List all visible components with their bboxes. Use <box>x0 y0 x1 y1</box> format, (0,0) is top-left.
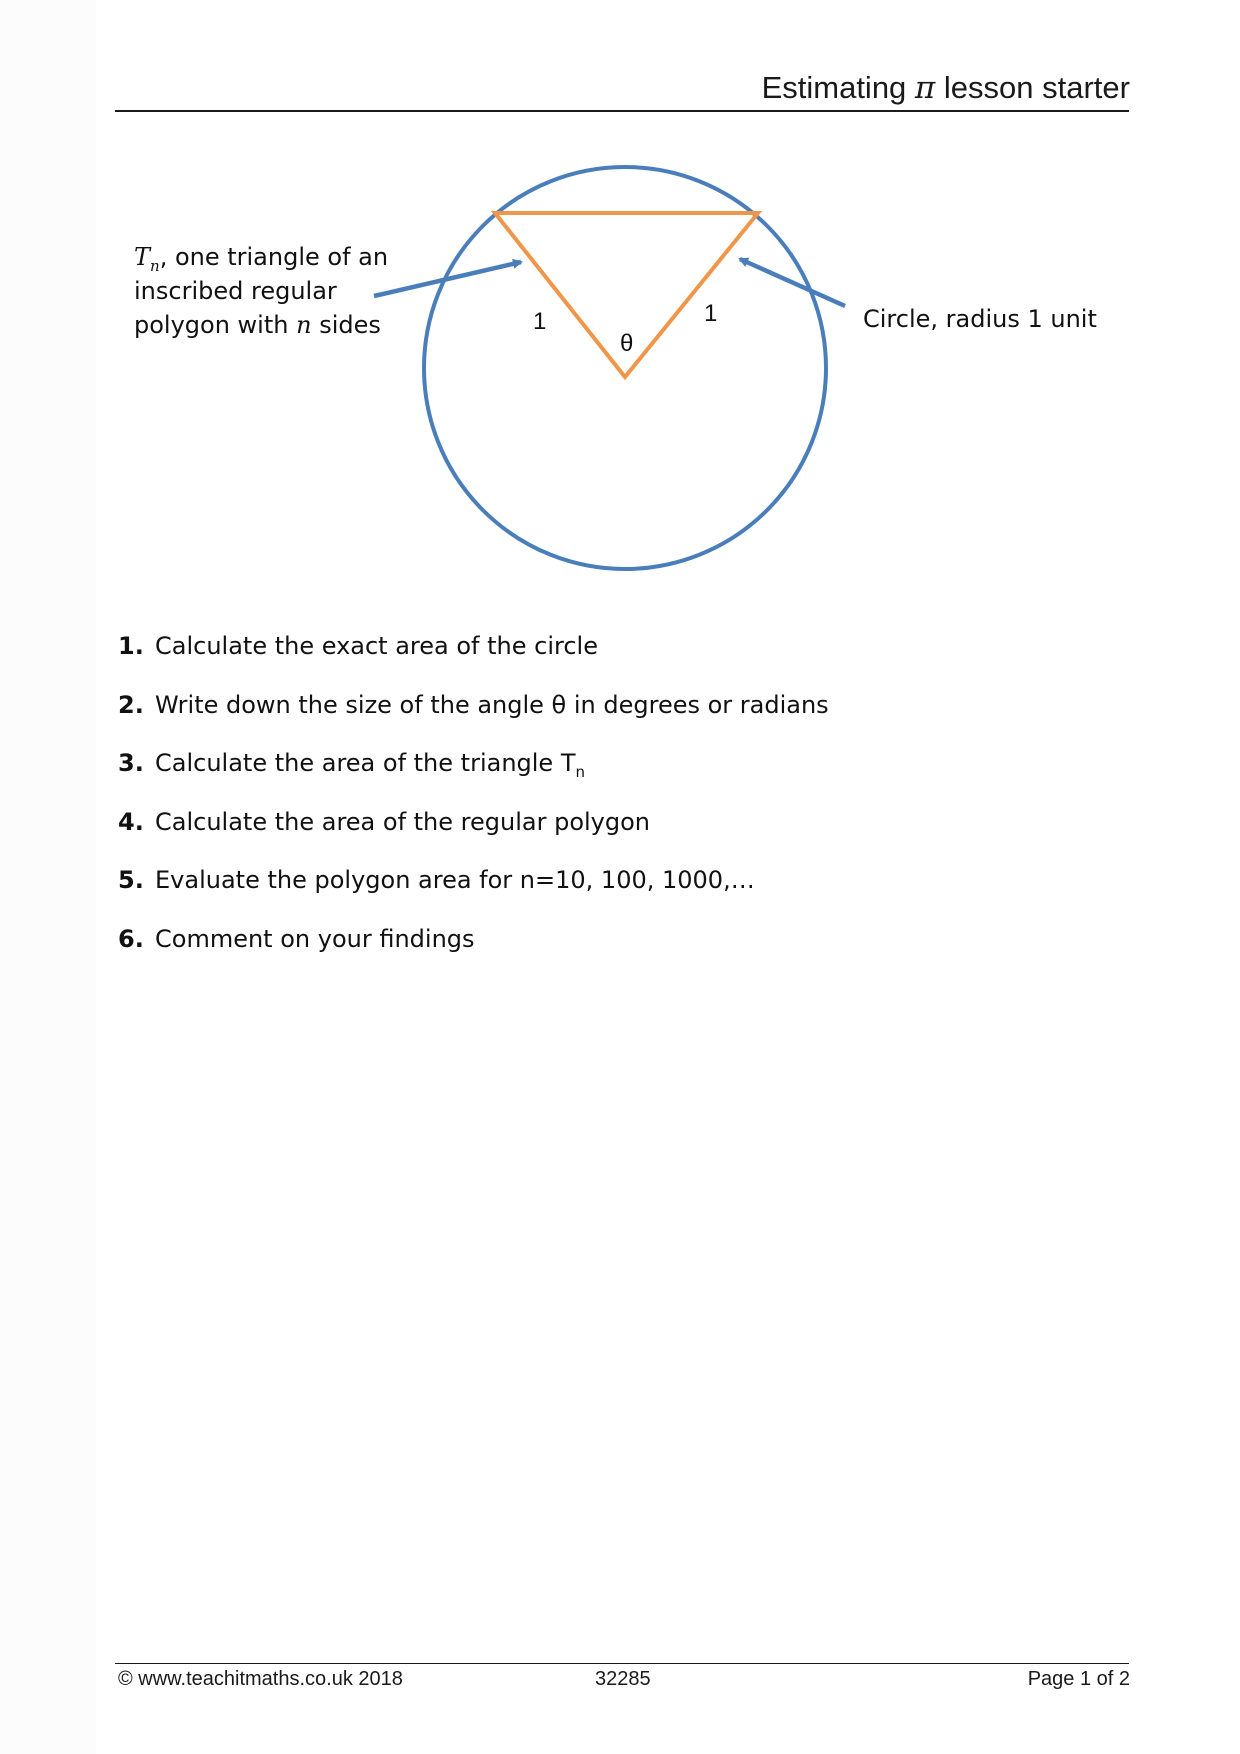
question-number: 4. <box>118 807 144 836</box>
triangle-callout-line-2: inscribed regular <box>134 277 337 305</box>
triangle-callout-line-1 <box>134 240 388 274</box>
side-length-label-left: 1 <box>533 308 547 335</box>
triangle-callout-line-3 <box>134 308 388 342</box>
n-symbol: n <box>296 311 312 339</box>
question-number: 1. <box>118 632 144 660</box>
question-text: Calculate the exact area of the circle <box>155 632 598 660</box>
question-item <box>118 808 829 867</box>
triangle-callout-text-1: , one triangle of an <box>159 243 389 271</box>
question-number: 2. <box>118 690 144 719</box>
question-item <box>118 749 829 808</box>
circle-callout: Circle, radius 1 unit <box>863 305 1097 333</box>
unit-circle <box>424 167 826 569</box>
title-text-end: lesson starter <box>935 70 1130 105</box>
question-text: Comment on your findings <box>155 924 475 953</box>
title-text-start: Estimating <box>761 70 915 105</box>
question-text: Calculate the area of the triangle T <box>155 749 576 777</box>
question-list <box>118 632 829 983</box>
circle-pointer-arrow <box>740 259 845 306</box>
question-text: Write down the size of the angle θ in degrees or radians <box>155 690 829 719</box>
footer-copyright: © www.teachitmaths.co.uk 2018 <box>118 1668 403 1690</box>
triangle-callout-text-3b: sides <box>311 311 381 339</box>
question-subscript: n <box>575 762 585 781</box>
triangle-callout-text-3a: polygon with <box>134 311 297 339</box>
triangle-symbol: T <box>134 243 151 271</box>
question-text: Calculate the area of the regular polygon <box>155 807 650 836</box>
question-item <box>118 925 829 984</box>
question-number: 6. <box>118 924 144 953</box>
pi-symbol: π <box>914 70 936 106</box>
question-text-with-subscript <box>155 749 585 781</box>
side-length-label-right: 1 <box>704 300 718 327</box>
question-item <box>118 632 829 691</box>
triangle-subscript: n <box>150 256 160 275</box>
question-number: 3. <box>118 749 144 777</box>
question-item <box>118 691 829 750</box>
question-number: 5. <box>118 866 144 894</box>
question-text: Evaluate the polygon area for n=10, 100, 1000,… <box>155 866 755 894</box>
footer-page-number: Page 1 of 2 <box>1027 1668 1130 1690</box>
question-item <box>118 866 829 925</box>
triangle-callout <box>134 240 388 342</box>
angle-theta-label: θ <box>620 330 634 357</box>
footer-resource-code: 32285 <box>595 1668 651 1690</box>
triangle-pointer-arrow <box>374 262 521 296</box>
footer-divider <box>115 1663 1129 1664</box>
